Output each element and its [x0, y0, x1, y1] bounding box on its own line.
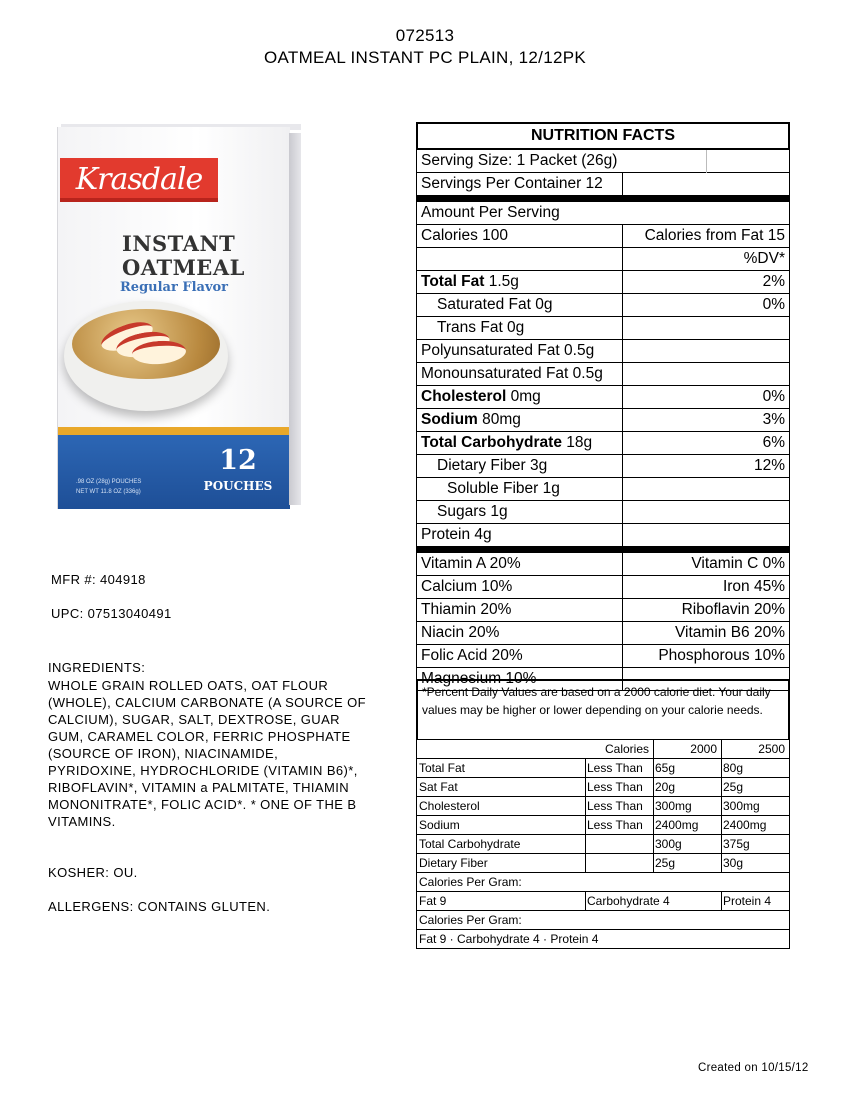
vitamin-left: Calcium 10%: [421, 578, 513, 595]
dv-table-header: [416, 740, 790, 759]
vitamin-row: [416, 622, 790, 645]
grid-line: [622, 386, 623, 409]
sugars-row: [416, 501, 790, 524]
dv-2000: 300mg: [655, 799, 692, 813]
dv-table-row: [416, 816, 790, 835]
sodium-dv: 3%: [762, 411, 785, 428]
grid-line: [622, 455, 623, 478]
grid-line: [585, 892, 586, 910]
vitamin-row: [416, 576, 790, 599]
grid-line: [622, 501, 623, 524]
amount-per-serving: Amount Per Serving: [421, 204, 560, 221]
cholesterol-amount: 0mg: [506, 388, 541, 405]
vitamin-right: Riboflavin 20%: [681, 601, 785, 618]
band-accent-strip: [58, 427, 290, 435]
grid-line: [622, 317, 623, 340]
grid-line: [622, 622, 623, 645]
dv-nutrient: Total Carbohydrate: [419, 837, 521, 851]
serving-size-row: [416, 150, 790, 173]
total-fat: [421, 271, 519, 293]
dv-2500: 375g: [723, 837, 750, 851]
mfr-number: MFR #: 404918: [51, 572, 146, 587]
product-name-line2: OATMEAL: [122, 255, 245, 280]
dv-nutrient: Sat Fat: [419, 780, 458, 794]
total-fat-row: [416, 271, 790, 294]
calories-col-label: Calories: [604, 742, 649, 756]
dv-qualifier: Less Than: [587, 780, 643, 794]
pouch-count-label: POUCHES: [203, 479, 273, 493]
vitamin-right: Phosphorous 10%: [658, 647, 785, 664]
dv-table-row: [416, 778, 790, 797]
grid-line: [585, 835, 586, 853]
trans-fat: Trans Fat 0g: [437, 319, 525, 336]
grid-line: [653, 778, 654, 796]
mono-fat-row: [416, 363, 790, 386]
grid-line: [653, 854, 654, 872]
grid-line: [622, 576, 623, 599]
soluble-fiber-row: [416, 478, 790, 501]
dv-table-row: [416, 759, 790, 778]
grid-line: [585, 778, 586, 796]
pouch-count: 12: [219, 445, 257, 476]
vitamin-right: Iron 45%: [722, 578, 785, 595]
grid-line: [706, 150, 707, 173]
grid-line: [622, 432, 623, 455]
grid-line: [653, 740, 654, 758]
amount-per-serving-row: [416, 202, 790, 225]
servings-per-container: Servings Per Container 12: [421, 175, 603, 192]
footnote-text: *Percent Daily Values are based on a 2000 calorie diet. Your daily values may be higher or lower depending on your calorie needs.: [416, 679, 790, 740]
grid-line: [622, 271, 623, 294]
calories-from-fat: Calories from Fat 15: [644, 227, 785, 244]
vitamin-row: [416, 645, 790, 668]
grid-line: [622, 248, 623, 271]
brand-logo: Krasdale: [60, 158, 218, 202]
vitamin-left: Magnesium 10%: [421, 670, 537, 687]
sodium: [421, 409, 521, 431]
fine-print-1: .98 OZ (28g) POUCHES: [76, 479, 142, 485]
macro-summary-row: [416, 930, 790, 949]
box-front: [57, 127, 290, 509]
dv-2000: 25g: [655, 856, 676, 870]
dietary-fiber: Dietary Fiber 3g: [437, 457, 548, 474]
dv-2500: 300mg: [723, 799, 760, 813]
grid-line: [622, 363, 623, 386]
dv-table-row: [416, 835, 790, 854]
dv-header-row: [416, 248, 790, 271]
grid-line: [622, 225, 623, 248]
allergen-info: ALLERGENS: CONTAINS GLUTEN.: [48, 899, 271, 914]
grid-line: [721, 892, 722, 910]
grid-line: [622, 524, 623, 547]
grid-line: [622, 553, 623, 576]
ingredients-text: WHOLE GRAIN ROLLED OATS, OAT FLOUR (WHOLE), CALCIUM CARBONATE (A SOURCE OF CALCIUM), SUGAR, SALT, DEXTROSE, GUAR GUM, CARAMEL COLOR, FERRIC PHOSPHATE (SOURCE OF IRON), NIACINAMIDE, PYRIDOXINE, HYDROCHLORIDE (VITAMIN B6)*, RIBOFLAVIN*, VITAMIN a PALMITATE, THIAMIN MONONITRATE*, FOLIC ACID*. * ONE OF THE B VITAMINS.: [48, 678, 366, 829]
grid-line: [721, 778, 722, 796]
col-2500: 2500: [758, 742, 785, 756]
vitamin-left: Niacin 20%: [421, 624, 500, 641]
dv-qualifier: Less Than: [587, 799, 643, 813]
carb-label: Total Carbohydrate: [421, 434, 562, 451]
grid-line: [653, 835, 654, 853]
dv-table-row: [416, 797, 790, 816]
grid-line: [721, 835, 722, 853]
sodium-label: Sodium: [421, 411, 478, 428]
dv-nutrient: Dietary Fiber: [419, 856, 488, 870]
vitamin-left: Vitamin A 20%: [421, 555, 521, 572]
product-box-image: [57, 127, 301, 509]
dv-2500: 2400mg: [723, 818, 767, 832]
calories-per-gram-2: Calories Per Gram:: [419, 913, 522, 927]
grid-line: [721, 759, 722, 777]
sat-fat-row: [416, 294, 790, 317]
col-2000: 2000: [690, 742, 717, 756]
grid-line: [585, 816, 586, 834]
dv-qualifier: Less Than: [587, 761, 643, 775]
product-title: OATMEAL INSTANT PC PLAIN, 12/12PK: [264, 48, 586, 67]
sat-fat-dv: 0%: [762, 296, 785, 313]
carb-4: Carbohydrate 4: [587, 894, 670, 908]
total-fat-amount: 1.5g: [484, 273, 519, 290]
fine-print-2: NET WT 11.8 OZ (336g): [76, 489, 141, 495]
oatmeal-bowl-illustration: [58, 295, 290, 427]
nutrition-title: NUTRITION FACTS: [416, 122, 790, 150]
vitamin-left: Folic Acid 20%: [421, 647, 523, 664]
serving-size: Serving Size: 1 Packet (26g): [421, 152, 618, 169]
box-side: [289, 133, 301, 505]
vitamin-row: [416, 599, 790, 622]
sodium-row: [416, 409, 790, 432]
grid-line: [622, 340, 623, 363]
dv-2500: 30g: [723, 856, 744, 870]
sat-fat: Saturated Fat 0g: [437, 296, 553, 313]
vitamin-right: Vitamin C 0%: [691, 555, 785, 572]
total-carb: [421, 432, 592, 454]
grid-line: [721, 816, 722, 834]
grid-line: [721, 740, 722, 758]
grid-line: [721, 854, 722, 872]
vitamin-left: Thiamin 20%: [421, 601, 512, 618]
dv-nutrient: Total Fat: [419, 761, 466, 775]
servings-row: [416, 173, 790, 202]
grid-line: [622, 645, 623, 668]
fat-9: Fat 9: [419, 894, 447, 908]
protein-4: Protein 4: [723, 894, 772, 908]
calories: Calories 100: [421, 227, 509, 244]
dv-2000: 2400mg: [655, 818, 699, 832]
flavor-label: Regular Flavor: [120, 280, 229, 295]
total-fat-dv: 2%: [762, 273, 785, 290]
cholesterol-dv: 0%: [762, 388, 785, 405]
vitamin-right: Vitamin B6 20%: [675, 624, 785, 641]
grid-line: [622, 478, 623, 501]
protein-row: [416, 524, 790, 553]
soluble-fiber: Soluble Fiber 1g: [447, 480, 560, 497]
cal-per-gram-row: [416, 873, 790, 892]
calories-row: [416, 225, 790, 248]
grid-line: [622, 409, 623, 432]
dv-2000: 20g: [655, 780, 676, 794]
grid-line: [721, 797, 722, 815]
kosher-info: KOSHER: OU.: [48, 865, 138, 880]
product-name-line1: INSTANT: [122, 231, 236, 256]
dv-header: %DV*: [743, 250, 785, 267]
created-date: Created on 10/15/12: [698, 1062, 809, 1074]
total-fat-label: Total Fat: [421, 273, 485, 290]
cholesterol-row: [416, 386, 790, 409]
cal-per-gram-row-2: [416, 911, 790, 930]
fiber-row: [416, 455, 790, 478]
trans-fat-row: [416, 317, 790, 340]
macro-row: [416, 892, 790, 911]
fiber-dv: 12%: [753, 457, 785, 474]
grid-line: [622, 294, 623, 317]
dv-table-row: [416, 854, 790, 873]
grid-line: [585, 797, 586, 815]
vitamin-row: [416, 553, 790, 576]
grid-line: [653, 816, 654, 834]
grid-line: [585, 759, 586, 777]
grid-line: [653, 797, 654, 815]
cholesterol: [421, 386, 541, 408]
product-code: 072513: [395, 26, 455, 45]
dv-qualifier: Less Than: [587, 818, 643, 832]
carb-dv: 6%: [762, 434, 785, 451]
dv-2500: 80g: [723, 761, 744, 775]
dv-nutrient: Cholesterol: [419, 799, 480, 813]
grid-line: [622, 599, 623, 622]
carb-row: [416, 432, 790, 455]
dv-2000: 300g: [655, 837, 682, 851]
mono-fat: Monounsaturated Fat 0.5g: [421, 365, 603, 382]
grid-line: [622, 173, 623, 196]
dv-nutrient: Sodium: [419, 818, 460, 832]
dv-2500: 25g: [723, 780, 744, 794]
grid-line: [585, 854, 586, 872]
nutrition-facts-panel: [416, 122, 790, 691]
sodium-amount: 80mg: [477, 411, 521, 428]
poly-fat-row: [416, 340, 790, 363]
ingredients-heading: INGREDIENTS:: [48, 660, 146, 675]
poly-fat: Polyunsaturated Fat 0.5g: [421, 342, 595, 359]
protein: Protein 4g: [421, 526, 492, 543]
grid-line: [653, 759, 654, 777]
sugars: Sugars 1g: [437, 503, 508, 520]
upc-code: UPC: 07513040491: [51, 606, 172, 621]
dv-2000: 65g: [655, 761, 676, 775]
macro-summary: Fat 9 · Carbohydrate 4 · Protein 4: [419, 932, 599, 946]
calories-per-gram: Calories Per Gram:: [419, 875, 522, 889]
carb-amount: 18g: [561, 434, 593, 451]
cholesterol-label: Cholesterol: [421, 388, 507, 405]
daily-value-footnote: [416, 679, 790, 949]
